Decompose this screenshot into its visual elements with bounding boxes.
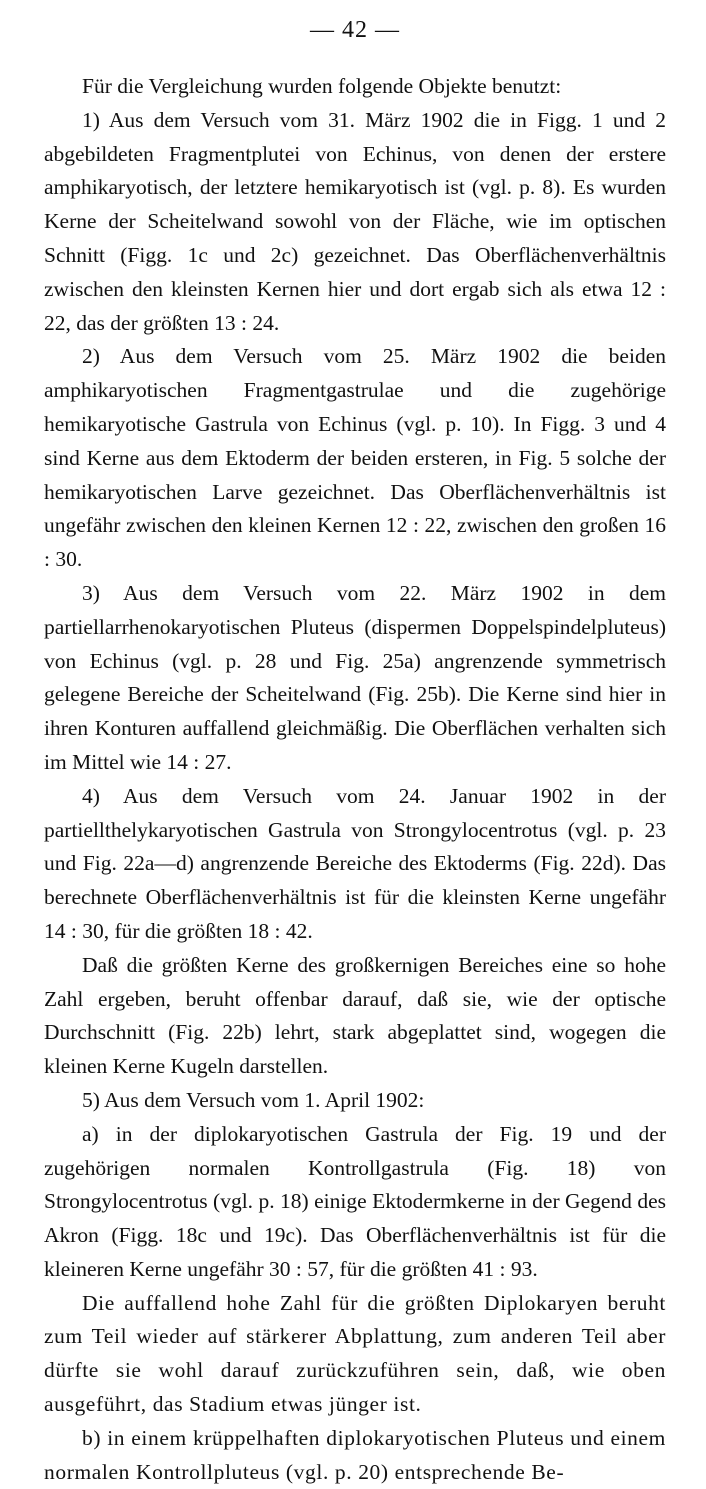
page-number: — 42 —	[310, 17, 400, 43]
paragraph-intro: Für die Vergleichung wurden folgende Objekte benutzt:	[82, 74, 562, 98]
paragraph-item-3: 3) Aus dem Versuch vom 22. März 1902 in dem partiellarrhenokaryotischen Pluteus (dispermen Doppelspindelpluteus) von Echinus (vgl. p. 28 und Fig. 25a) angrenzende symmetrisch gelegene Bereiche der Scheitelwand (Fig. 25b). Die Kerne sind hier in ihren Konturen auffallend gleichmäßig. Die Oberflächen verhalten sich im Mittel wie 14 : 27.	[44, 580, 666, 774]
body-text	[44, 70, 666, 1489]
paragraph-item-4: 4) Aus dem Versuch vom 24. Januar 1902 in der partiellthelykaryotischen Gastrula von Strongylocentrotus (vgl. p. 23 und Fig. 22a—d) angrenzende Bereiche des Ektoderms (Fig. 22d). Das berechnete Oberflächenverhältnis ist für die kleinsten Kerne ungefähr 14 : 30, für die größten 18 : 42.	[44, 783, 666, 943]
paragraph-item-1: 1) Aus dem Versuch vom 31. März 1902 die in Figg. 1 und 2 abgebildeten Fragmentplutei von Echinus, von denen der erstere amphikaryotisch, der letztere hemikaryotisch ist (vgl. p. 8). Es wurden Kerne der Scheitelwand sowohl von der Fläche, wie im optischen Schnitt (Figg. 1c und 2c) gezeichnet. Das Oberflächenverhältnis zwischen den kleinsten Kernen hier und dort ergab sich als etwa 12 : 22, das der größten 13 : 24.	[44, 107, 666, 335]
paragraph-item-5a: a) in der diplokaryotischen Gastrula der Fig. 19 und der zugehörigen normalen Kontrollgastrula (Fig. 18) von Strongylocentrotus (vgl. p. 18) einige Ektodermkerne in der Gegend des Akron (Figg. 18c und 19c). Das Oberflächenverhältnis ist für die kleineren Kerne ungefähr 30 : 57, für die größten 41 : 93.	[44, 1121, 666, 1281]
paragraph-item-4-note: Daß die größten Kerne des großkernigen Bereiches eine so hohe Zahl ergeben, beruht offenbar darauf, daß sie, wie der optische Durchschnitt (Fig. 22b) lehrt, stark abgeplattet sind, wogegen die kleinen Kerne Kugeln darstellen.	[44, 952, 666, 1079]
paragraph-item-5: 5) Aus dem Versuch vom 1. April 1902:	[82, 1087, 425, 1112]
paragraph-item-5b: b) in einem krüppelhaften diplokaryotischen Pluteus und einem normalen Kontrollpluteus (vgl. p. 20) entsprechende Be-	[44, 1425, 666, 1484]
paragraph-item-2: 2) Aus dem Versuch vom 25. März 1902 die beiden amphikaryotischen Fragmentgastrulae und die zugehörige hemikaryotische Gastrula von Echinus (vgl. p. 10). In Figg. 3 und 4 sind Kerne aus dem Ektoderm der beiden ersteren, in Fig. 5 solche der hemikaryotischen Larve gezeichnet. Das Oberflächenverhältnis ist ungefähr zwischen den kleinen Kernen 12 : 22, zwischen den großen 16 : 30.	[44, 344, 666, 572]
paragraph-item-5a-note: Die auffallend hohe Zahl für die größten Diplokaryen beruht zum Teil wieder auf stärkerer Abplattung, zum anderen Teil aber dürfte sie wohl darauf zurückzuführen sein, daß, wie oben ausgeführt, das Stadium etwas jünger ist.	[44, 1290, 666, 1417]
